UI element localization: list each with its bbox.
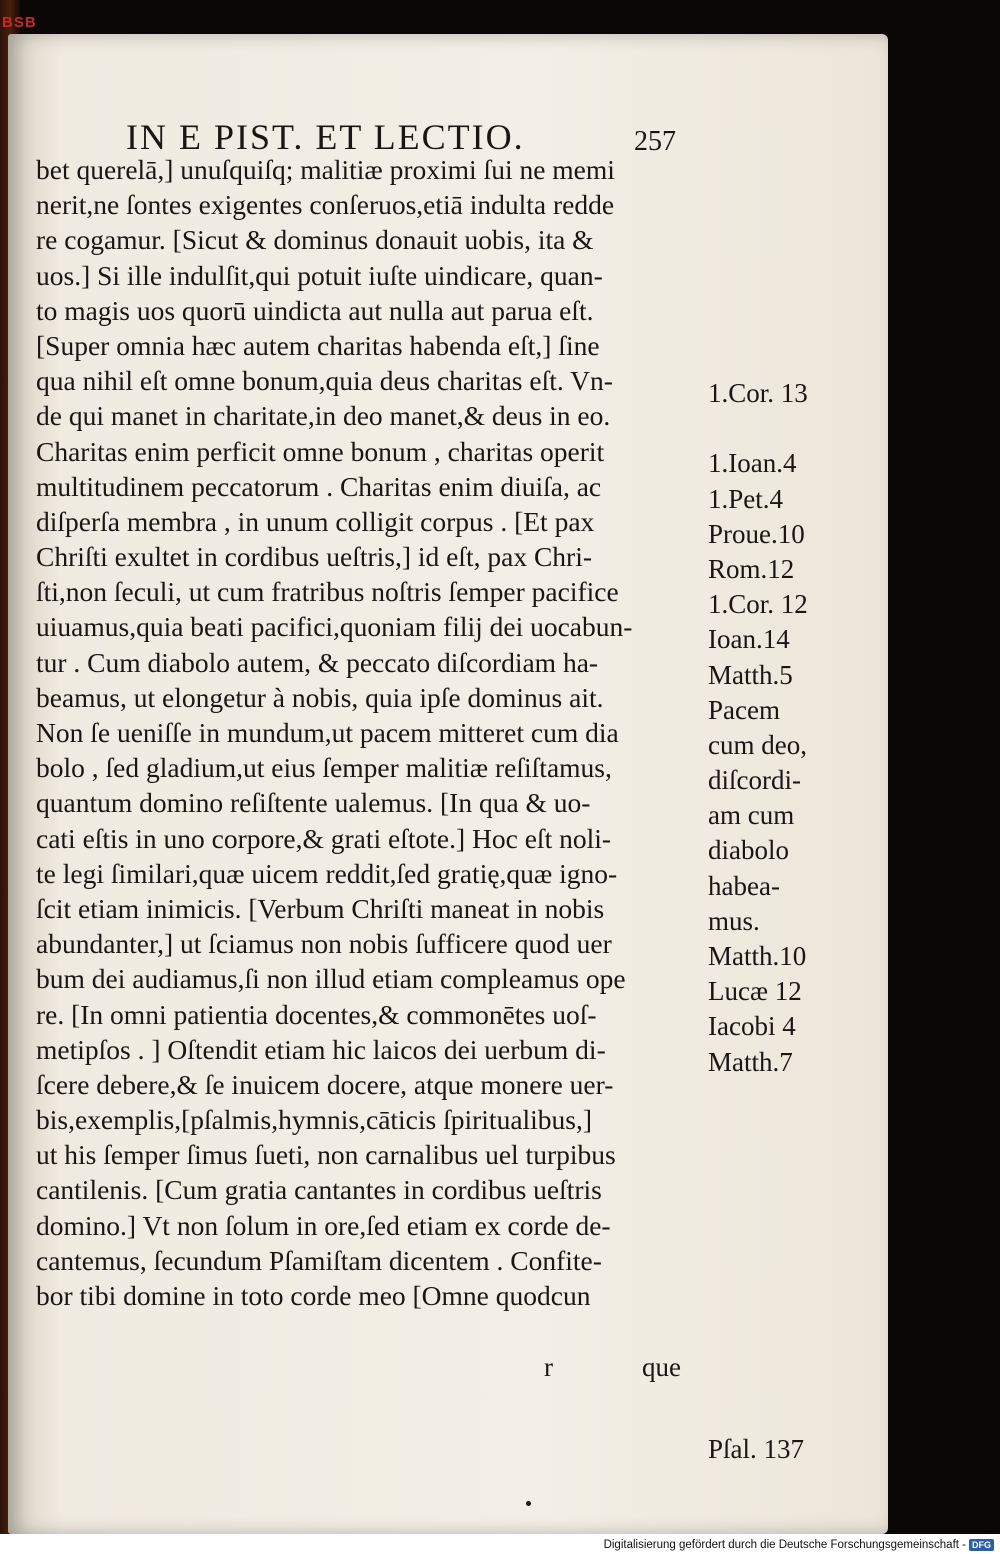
margin-note [708,1115,838,1150]
footer-bar [0,1534,1000,1554]
margin-note: Proue.10 [708,518,805,549]
text-line: [Super omnia hæc autem charitas habenda eſt,] ſine [36,329,600,361]
library-logo: BSB [2,14,37,31]
text-line: cantilenis. [Cum gratia cantantes in cordibus ueſtris [36,1174,602,1206]
margin-note: am cum [708,800,795,831]
margin-note: diabolo [708,835,789,866]
text-line: abundanter,] ut ſciamus non nobis ſufficere quod uer [36,928,612,960]
text-line: diſperſa membra , in unum colligit corpus . [Et pax [36,505,595,537]
margin-note: 1.Ioan.4 [708,448,797,479]
text-line: Chriſti exultet in cordibus ueſtris,] id eſt, pax Chri- [36,541,593,573]
text-line: re. [In omni patientia docentes,& commonētes uoſ- [36,998,597,1030]
margin-note: diſcordi- [708,765,801,796]
text-line: de qui manet in charitate,in deo manet,& deus in eo. [36,400,611,432]
margin-note [708,1221,838,1256]
text-line: uiuamus,quia beati pacifici,quoniam filij dei uocabun- [36,611,633,643]
margin-note: Iacobi 4 [708,1011,796,1042]
text-line: cati eſtis in uno corpore,& grati eſtote.] Hoc eſt noli- [36,822,612,854]
margin-note: Matth.7 [708,1046,793,1077]
text-line: ſti,non ſeculi, ut cum fratribus noſtris ſemper pacifice [36,576,619,608]
text-line: Charitas enim perficit omne bonum , charitas operit [36,435,605,467]
page-number: 257 [634,126,676,157]
text-line: tur . Cum diabolo autem, & peccato diſcordiam ha- [36,646,599,678]
text-line: bor tibi domine in toto corde meo [Omne quodcun [36,1280,591,1311]
text-line: ſcit etiam inimicis. [Verbum Chriſti maneat in nobis [36,892,605,924]
margin-note: mus. [708,905,760,936]
margin-note: Lucæ 12 [708,976,802,1007]
text-line: re cogamur. [Sicut & dominus donauit uobis, ita & [36,224,594,256]
margin-note: cum deo, [708,729,807,760]
text-line: bis,exemplis,[pſalmis,hymnis,cāticis ſpiritualibus,] [36,1104,593,1136]
margin-note [708,1326,838,1361]
margin-note: habea- [708,870,780,901]
margin-note [708,1185,838,1220]
text-line: to magis uos quorū uindicta aut nulla aut parua eſt. [36,294,594,326]
text-line: bum dei audiamus,ſi non illud etiam compleamus ope [36,963,626,995]
margin-notes [708,376,838,1467]
main-text-block [36,152,716,1313]
text-line: nerit,ne ſontes exigentes conſeruos,etiā indulta redde [36,189,615,221]
footer-credit: Digitalisierung gefördert durch die Deutsche Forschungsgemeinschaft - [603,1539,966,1551]
ink-dot [526,1501,531,1506]
margin-note: 1.Cor. 12 [708,589,808,620]
margin-note: 1.Cor. 13 [708,378,808,408]
text-line: ut his ſemper ſimus ſueti, non carnalibus uel turpibus [36,1139,616,1171]
text-line: beamus, ut elongetur à nobis, quia ipſe dominus ait. [36,681,604,713]
book-page [8,34,888,1534]
text-line: quantum domino reſiſtente ualemus. [In qua & uo- [36,787,591,819]
text-line: metipſos . ] Oſtendit etiam hic laicos dei uerbum di- [36,1033,606,1065]
text-line: uos.] Si ille indulſit,qui potuit iuſte uindicare, quan- [36,259,603,291]
margin-note [708,1256,838,1291]
margin-note: Rom.12 [708,553,795,584]
dfg-logo: DFG [969,1539,994,1551]
running-head: IN E PIST. ET LECTIO. [126,117,525,157]
text-line: bolo , ſed gladium,ut eius ſemper malitiæ reſiſtamus, [36,752,612,784]
margin-note: 1.Pet.4 [708,483,784,514]
margin-note [708,1396,838,1431]
signature-mark: r [544,1352,553,1382]
margin-note: Matth.5 [708,659,793,690]
text-line: domino.] Vt non ſolum in ore,ſed etiam ex corde de- [36,1209,611,1241]
text-line: ſcere debere,& ſe inuicem docere, atque monere uer- [36,1068,614,1100]
catchword: que [642,1352,681,1382]
margin-note [708,1291,838,1326]
margin-note: Pacem [708,694,780,725]
text-line: bet querelā,] unuſquiſq; malitiæ proximi ſui ne memi [36,154,615,185]
margin-note: Matth.10 [708,941,807,971]
margin-note [708,411,838,446]
margin-note [708,1361,838,1396]
text-line: Non ſe ueniſſe in mundum,ut pacem mitteret cum dia [36,717,619,748]
text-line: qua nihil eſt omne bonum,quia deus charitas eſt. Vn- [36,365,613,397]
margin-note: Pſal. 137 [708,1433,805,1464]
text-line: multitudinem peccatorum . Charitas enim diuiſa, ac [36,470,602,502]
margin-note [708,1150,838,1185]
text-line: te legi ſimilari,quæ uicem reddit,ſed gratię,quæ igno- [36,857,618,889]
text-line: cantemus, ſecundum Pſamiſtam dicentem . Confite- [36,1244,602,1276]
margin-note: Ioan.14 [708,624,790,655]
margin-note [708,1080,838,1115]
